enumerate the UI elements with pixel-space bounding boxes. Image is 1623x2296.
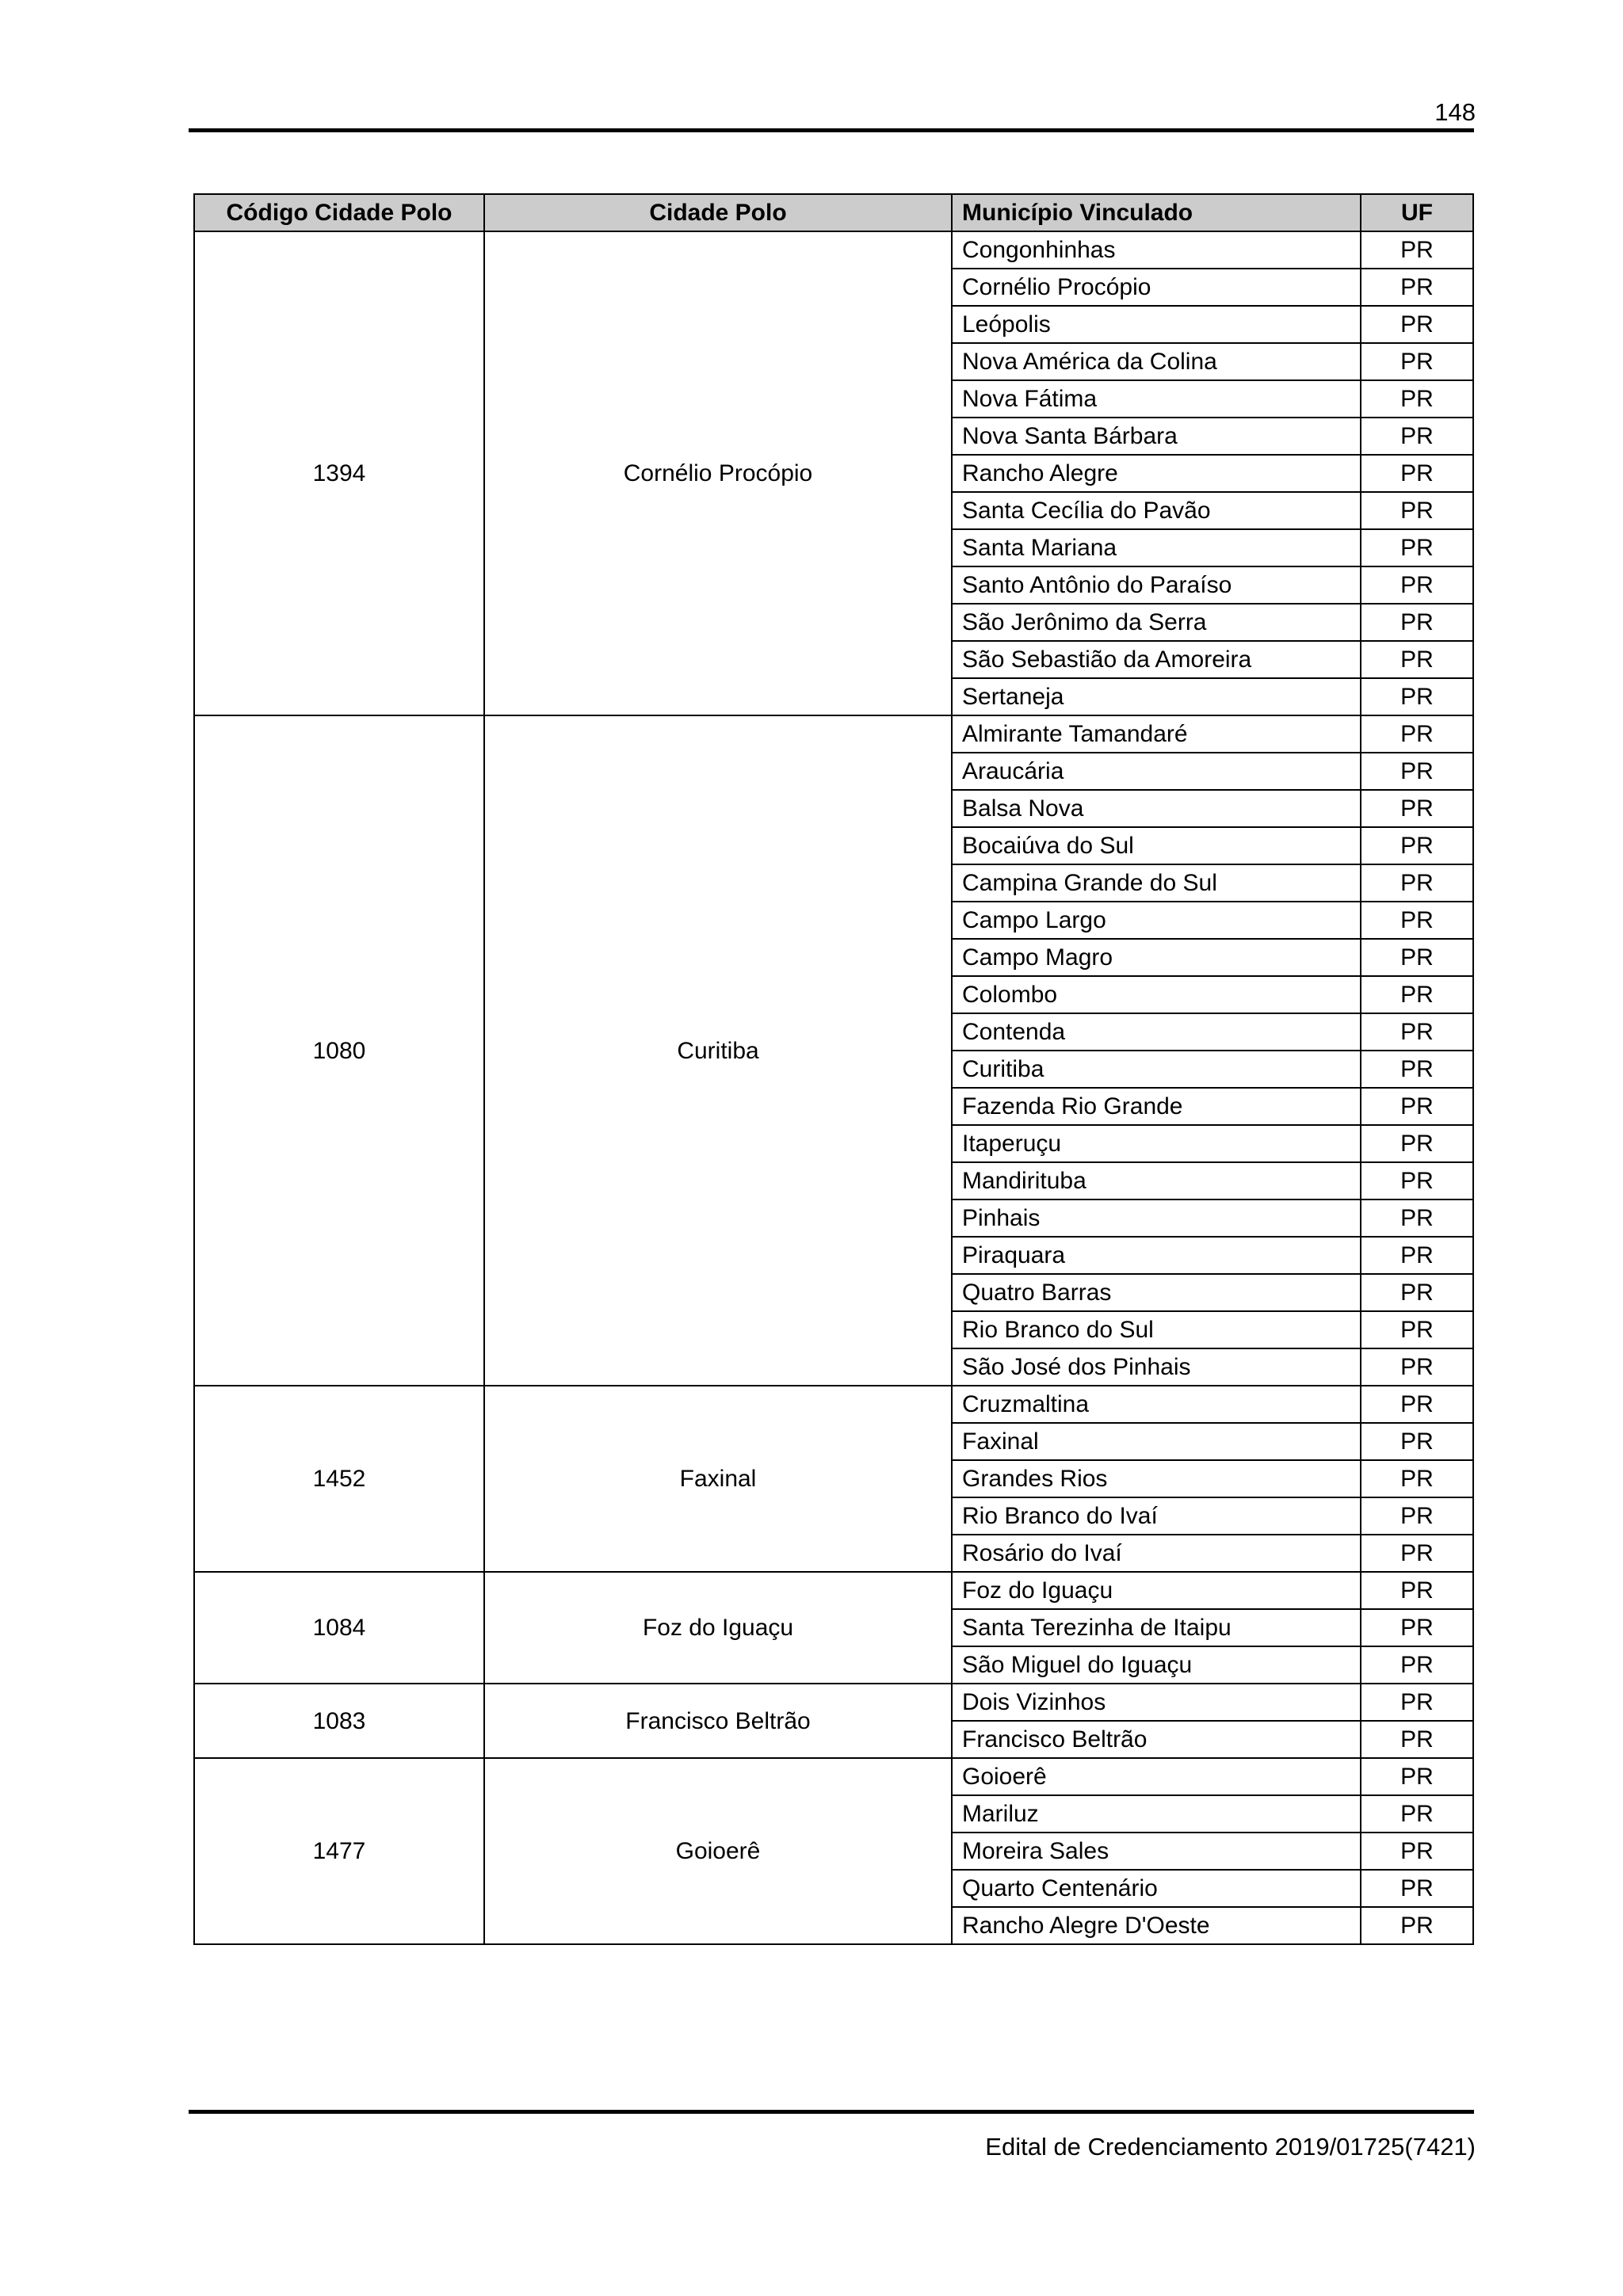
table-row xyxy=(194,1758,1473,1795)
uf-cell: PR xyxy=(1361,1646,1473,1684)
uf-cell: PR xyxy=(1361,1088,1473,1125)
uf-cell: PR xyxy=(1361,1609,1473,1646)
polo-table xyxy=(193,193,1474,1945)
uf-cell: PR xyxy=(1361,1795,1473,1833)
uf-cell: PR xyxy=(1361,1572,1473,1609)
municipio-vinculado-cell: Rio Branco do Ivaí xyxy=(952,1497,1361,1535)
municipio-vinculado-cell: Contenda xyxy=(952,1013,1361,1051)
municipio-vinculado-cell: Almirante Tamandaré xyxy=(952,715,1361,753)
uf-cell: PR xyxy=(1361,1870,1473,1907)
codigo-cidade-polo-cell: 1394 xyxy=(194,231,484,715)
uf-cell: PR xyxy=(1361,827,1473,864)
uf-cell: PR xyxy=(1361,1460,1473,1497)
uf-cell: PR xyxy=(1361,269,1473,306)
municipio-vinculado-cell: São Jerônimo da Serra xyxy=(952,604,1361,641)
municipio-vinculado-cell: Congonhinhas xyxy=(952,231,1361,269)
table-row xyxy=(194,231,1473,269)
uf-cell: PR xyxy=(1361,1162,1473,1199)
codigo-cidade-polo-cell: 1084 xyxy=(194,1572,484,1684)
header-codigo-cidade-polo: Código Cidade Polo xyxy=(194,194,484,231)
uf-cell: PR xyxy=(1361,864,1473,902)
municipio-vinculado-cell: Santa Cecília do Pavão xyxy=(952,492,1361,529)
uf-cell: PR xyxy=(1361,492,1473,529)
codigo-cidade-polo-cell: 1083 xyxy=(194,1684,484,1758)
municipio-vinculado-cell: Campo Magro xyxy=(952,939,1361,976)
footer-text: Edital de Credenciamento 2019/01725(7421) xyxy=(985,2133,1476,2161)
page-number: 148 xyxy=(1434,98,1476,126)
municipio-vinculado-cell: Mariluz xyxy=(952,1795,1361,1833)
uf-cell: PR xyxy=(1361,1497,1473,1535)
municipio-vinculado-cell: Faxinal xyxy=(952,1423,1361,1460)
uf-cell: PR xyxy=(1361,641,1473,678)
municipio-vinculado-cell: São Miguel do Iguaçu xyxy=(952,1646,1361,1684)
municipio-vinculado-cell: São Sebastião da Amoreira xyxy=(952,641,1361,678)
table-row xyxy=(194,715,1473,753)
municipio-vinculado-cell: Nova Santa Bárbara xyxy=(952,418,1361,455)
uf-cell: PR xyxy=(1361,1348,1473,1386)
uf-cell: PR xyxy=(1361,1051,1473,1088)
cidade-polo-cell: Curitiba xyxy=(484,715,952,1386)
municipio-vinculado-cell: Leópolis xyxy=(952,306,1361,343)
municipio-vinculado-cell: São José dos Pinhais xyxy=(952,1348,1361,1386)
uf-cell: PR xyxy=(1361,418,1473,455)
municipio-vinculado-cell: Rancho Alegre xyxy=(952,455,1361,492)
municipio-vinculado-cell: Quarto Centenário xyxy=(952,1870,1361,1907)
uf-cell: PR xyxy=(1361,976,1473,1013)
municipio-vinculado-cell: Colombo xyxy=(952,976,1361,1013)
header-cidade-polo: Cidade Polo xyxy=(484,194,952,231)
header-municipio-vinculado: Município Vinculado xyxy=(952,194,1361,231)
municipio-vinculado-cell: Dois Vizinhos xyxy=(952,1684,1361,1721)
uf-cell: PR xyxy=(1361,1125,1473,1162)
uf-cell: PR xyxy=(1361,1311,1473,1348)
cidade-polo-cell: Foz do Iguaçu xyxy=(484,1572,952,1684)
municipio-vinculado-cell: Foz do Iguaçu xyxy=(952,1572,1361,1609)
uf-cell: PR xyxy=(1361,1274,1473,1311)
uf-cell: PR xyxy=(1361,939,1473,976)
municipio-vinculado-cell: Campina Grande do Sul xyxy=(952,864,1361,902)
uf-cell: PR xyxy=(1361,343,1473,380)
uf-cell: PR xyxy=(1361,1535,1473,1572)
municipio-vinculado-cell: Balsa Nova xyxy=(952,790,1361,827)
uf-cell: PR xyxy=(1361,1199,1473,1237)
municipio-vinculado-cell: Santa Mariana xyxy=(952,529,1361,566)
municipio-vinculado-cell: Sertaneja xyxy=(952,678,1361,715)
table-row xyxy=(194,1684,1473,1721)
municipio-vinculado-cell: Cornélio Procópio xyxy=(952,269,1361,306)
uf-cell: PR xyxy=(1361,790,1473,827)
table-header-row xyxy=(194,194,1473,231)
municipio-vinculado-cell: Pinhais xyxy=(952,1199,1361,1237)
uf-cell: PR xyxy=(1361,715,1473,753)
codigo-cidade-polo-cell: 1452 xyxy=(194,1386,484,1572)
uf-cell: PR xyxy=(1361,1684,1473,1721)
codigo-cidade-polo-cell: 1080 xyxy=(194,715,484,1386)
uf-cell: PR xyxy=(1361,231,1473,269)
uf-cell: PR xyxy=(1361,306,1473,343)
municipio-vinculado-cell: Mandirituba xyxy=(952,1162,1361,1199)
uf-cell: PR xyxy=(1361,753,1473,790)
municipio-vinculado-cell: Moreira Sales xyxy=(952,1833,1361,1870)
header-rule xyxy=(189,128,1474,132)
cidade-polo-cell: Cornélio Procópio xyxy=(484,231,952,715)
municipio-vinculado-cell: Araucária xyxy=(952,753,1361,790)
municipio-vinculado-cell: Quatro Barras xyxy=(952,1274,1361,1311)
municipio-vinculado-cell: Itaperuçu xyxy=(952,1125,1361,1162)
municipio-vinculado-cell: Santa Terezinha de Itaipu xyxy=(952,1609,1361,1646)
uf-cell: PR xyxy=(1361,1907,1473,1944)
municipio-vinculado-cell: Rancho Alegre D'Oeste xyxy=(952,1907,1361,1944)
table-row xyxy=(194,1386,1473,1423)
uf-cell: PR xyxy=(1361,455,1473,492)
footer-rule xyxy=(189,2110,1474,2114)
uf-cell: PR xyxy=(1361,380,1473,418)
municipio-vinculado-cell: Santo Antônio do Paraíso xyxy=(952,566,1361,604)
table-row xyxy=(194,1572,1473,1609)
cidade-polo-cell: Goioerê xyxy=(484,1758,952,1944)
municipio-vinculado-cell: Nova América da Colina xyxy=(952,343,1361,380)
header-uf: UF xyxy=(1361,194,1473,231)
municipio-vinculado-cell: Goioerê xyxy=(952,1758,1361,1795)
municipio-vinculado-cell: Rosário do Ivaí xyxy=(952,1535,1361,1572)
uf-cell: PR xyxy=(1361,566,1473,604)
uf-cell: PR xyxy=(1361,1386,1473,1423)
uf-cell: PR xyxy=(1361,1721,1473,1758)
municipio-vinculado-cell: Grandes Rios xyxy=(952,1460,1361,1497)
municipio-vinculado-cell: Nova Fátima xyxy=(952,380,1361,418)
uf-cell: PR xyxy=(1361,902,1473,939)
uf-cell: PR xyxy=(1361,1833,1473,1870)
uf-cell: PR xyxy=(1361,604,1473,641)
uf-cell: PR xyxy=(1361,678,1473,715)
uf-cell: PR xyxy=(1361,1758,1473,1795)
table-body xyxy=(194,231,1473,1944)
uf-cell: PR xyxy=(1361,1013,1473,1051)
municipio-vinculado-cell: Campo Largo xyxy=(952,902,1361,939)
municipio-vinculado-cell: Rio Branco do Sul xyxy=(952,1311,1361,1348)
municipio-vinculado-cell: Cruzmaltina xyxy=(952,1386,1361,1423)
cidade-polo-cell: Faxinal xyxy=(484,1386,952,1572)
municipio-vinculado-cell: Piraquara xyxy=(952,1237,1361,1274)
cidade-polo-cell: Francisco Beltrão xyxy=(484,1684,952,1758)
municipio-vinculado-cell: Bocaiúva do Sul xyxy=(952,827,1361,864)
municipio-vinculado-cell: Francisco Beltrão xyxy=(952,1721,1361,1758)
municipio-vinculado-cell: Fazenda Rio Grande xyxy=(952,1088,1361,1125)
uf-cell: PR xyxy=(1361,529,1473,566)
codigo-cidade-polo-cell: 1477 xyxy=(194,1758,484,1944)
uf-cell: PR xyxy=(1361,1423,1473,1460)
uf-cell: PR xyxy=(1361,1237,1473,1274)
municipio-vinculado-cell: Curitiba xyxy=(952,1051,1361,1088)
